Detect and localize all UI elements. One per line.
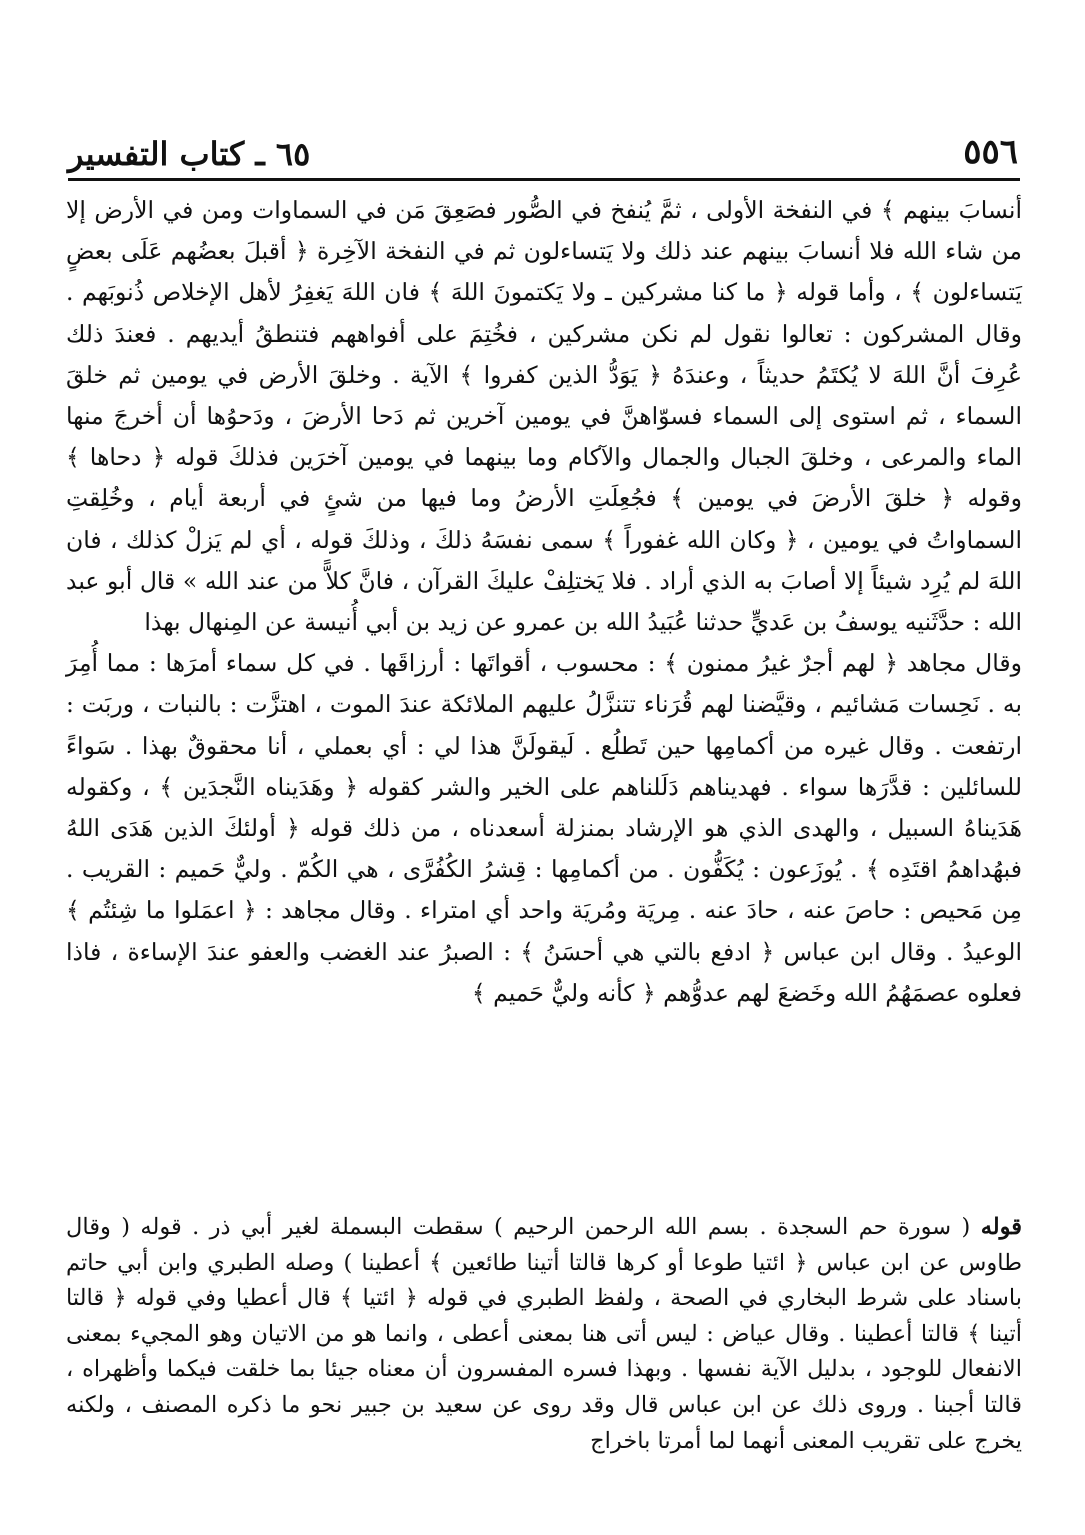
matn-text (66, 190, 1022, 1014)
sharh-paragraph-body: ( سورة حم السجدة . بسم الله الرحمن الرحيم ) سقطت البسملة لغير أبي ذر . قوله ( وقال طاوس عن ابن عباس ﴿ ائتيا طوعا أو كرها قالتا أتينا طائعين ﴾ أعطينا ) وصله الطبري وابن أبي حاتم باسناد على شرط البخاري في الصحة ، ولفظ الطبري في قوله ﴿ ائتيا ﴾ قال أعطيا وفي قوله ﴿ قالتا أتينا ﴾ قالتا أعطينا . وقال عياض : ليس أتى هنا بمعنى أعطى ، وانما هو من الاتيان وهو المجيء بمعنى الانفعال للوجود ، بدليل الآية نفسها . وبهذا فسره المفسرون أن معناه جيئا بما خلقت فيكما وأظهراه ، قالتا أجبنا . وروى ذلك عن ابن عباس قال وقد روى عن سعيد بن جبير نحو ما ذكره المصنف ، ولكنه يخرج على تقريب المعنى أنهما لما أمرتا باخراج (66, 1214, 1022, 1454)
matn-paragraph-1: أنسابَ بينهم ﴾ في النفخة الأولى ، ثمَّ يُنفخ في الصُّور فصَعِقَ مَن في السماوات ومن في الأرض إلا من شاء الله فلا أنسابَ بينهم عند ذلك ولا يَتساءلون ثم في النفخة الآخِرة ﴿ أقبلَ بعضُهم عَلَى بعضٍ يَتساءلون ﴾ ، وأما قوله ﴿ ما كنا مشركين ـ ولا يَكتمونَ اللهَ ﴾ فان اللهَ يَغفِرُ لأهل الإخلاص ذُنوبَهم . وقال المشركون : تعالوا نقول لم نكن مشركين ، فخُتِمَ على أفواههم فتنطقُ أيديهم . فعندَ ذلك عُرِفَ أنَّ اللهَ لا يُكتَمُ حديثاً ، وعندَهُ ﴿ يَوَدُّ الذين كفروا ﴾ الآية . وخلقَ الأرض في يومين ثم خلقَ السماء ، ثم استوى إلى السماء فسوّاهنَّ في يومين آخرين ثم دَحا الأرضَ ، ودَحوُها أن أخرجَ منها الماء والمرعى ، وخلقَ الجبال والجمال والآكام وما بينهما في يومين آخرَين فذلكَ قوله ﴿ دحاها ﴾ وقوله ﴿ خلقَ الأرضَ في يومين ﴾ فجُعِلَتِ الأرضُ وما فيها من شئٍ في أربعة أيام ، وخُلِقتِ السماواتُ في يومين ، ﴿ وكان الله غفوراً ﴾ سمى نفسَهُ ذلكَ ، وذلكَ قوله ، أي لم يَزلْ كذلك ، فان اللهَ لم يُرِد شيئاً إلا أصابَ به الذي أراد . فلا يَختلِفْ عليكَ القرآن ، فانَّ كلاًّ من عند الله » قال أبو عبد الله : حدَّثَنيه يوسفُ بن عَديٍّ حدثنا عُبَيدُ الله بن عمرو عن زيد بن أبي أُنيسة عن المِنهال بهذا (66, 196, 1022, 637)
sharh-paragraph (66, 1210, 1022, 1459)
sharh-text (66, 1210, 1022, 1459)
sharh-lead-word: قوله (980, 1214, 1022, 1240)
page-number: ٥٥٦ (963, 132, 1018, 172)
running-title: ٦٥ ـ كتاب التفسير (68, 135, 311, 173)
header-divider (68, 178, 1020, 181)
page-header (68, 128, 1018, 176)
matn-paragraph-2: وقال مجاهد ﴿ لهم أجرٌ غيرُ ممنون ﴾ : محسوب ، أقواتَها : أرزاقَها . في كل سماء أمرَها : مما أُمِرَ به . نَحِسات مَشائيم ، وقيَّضنا لهم قُرَناء تتنزَّلُ عليهم الملائكة عندَ الموت ، اهتزَّت : بالنبات ، وربَت : ارتفعت . وقال غيره من أكمامِها حين تَطلُع . لَيقولَنَّ هذا لي : أي بعملي ، أنا محقوقٌ بهذا . سَواءً للسائلين : قدَّرَها سواء . فهديناهم دَلَلناهم على الخير والشر كقوله ﴿ وهَدَيناه النَّجدَين ﴾ ، وكقوله هَدَيناهُ السبيل ، والهدى الذي هو الإرشاد بمنزلة أسعدناه ، من ذلك قوله ﴿ أولئكَ الذين هَدَى اللهُ فبهُداهمُ اقتَدِه ﴾ . يُوزَعون : يُكَفُّون . من أكمامِها : قِشرُ الكُفُرَّى ، هي الكُمّ . وليٌّ حَميم : القريب . مِن مَحيص : حاصَ عنه ، حادَ عنه . مِريَة ومُريَة واحد أي امتراء . وقال مجاهد : ﴿ اعمَلوا ما شِئتُم ﴾ الوعيدُ . وقال ابن عباس ﴿ ادفع بالتي هي أحسَنُ ﴾ : الصبرُ عند الغضب والعفو عندَ الإساءة ، فاذا فعلوه عصمَهُمُ الله وخَضعَ لهم عدوُّهم ﴿ كأنه وليٌّ حَميم ﴾ (66, 649, 1022, 1007)
